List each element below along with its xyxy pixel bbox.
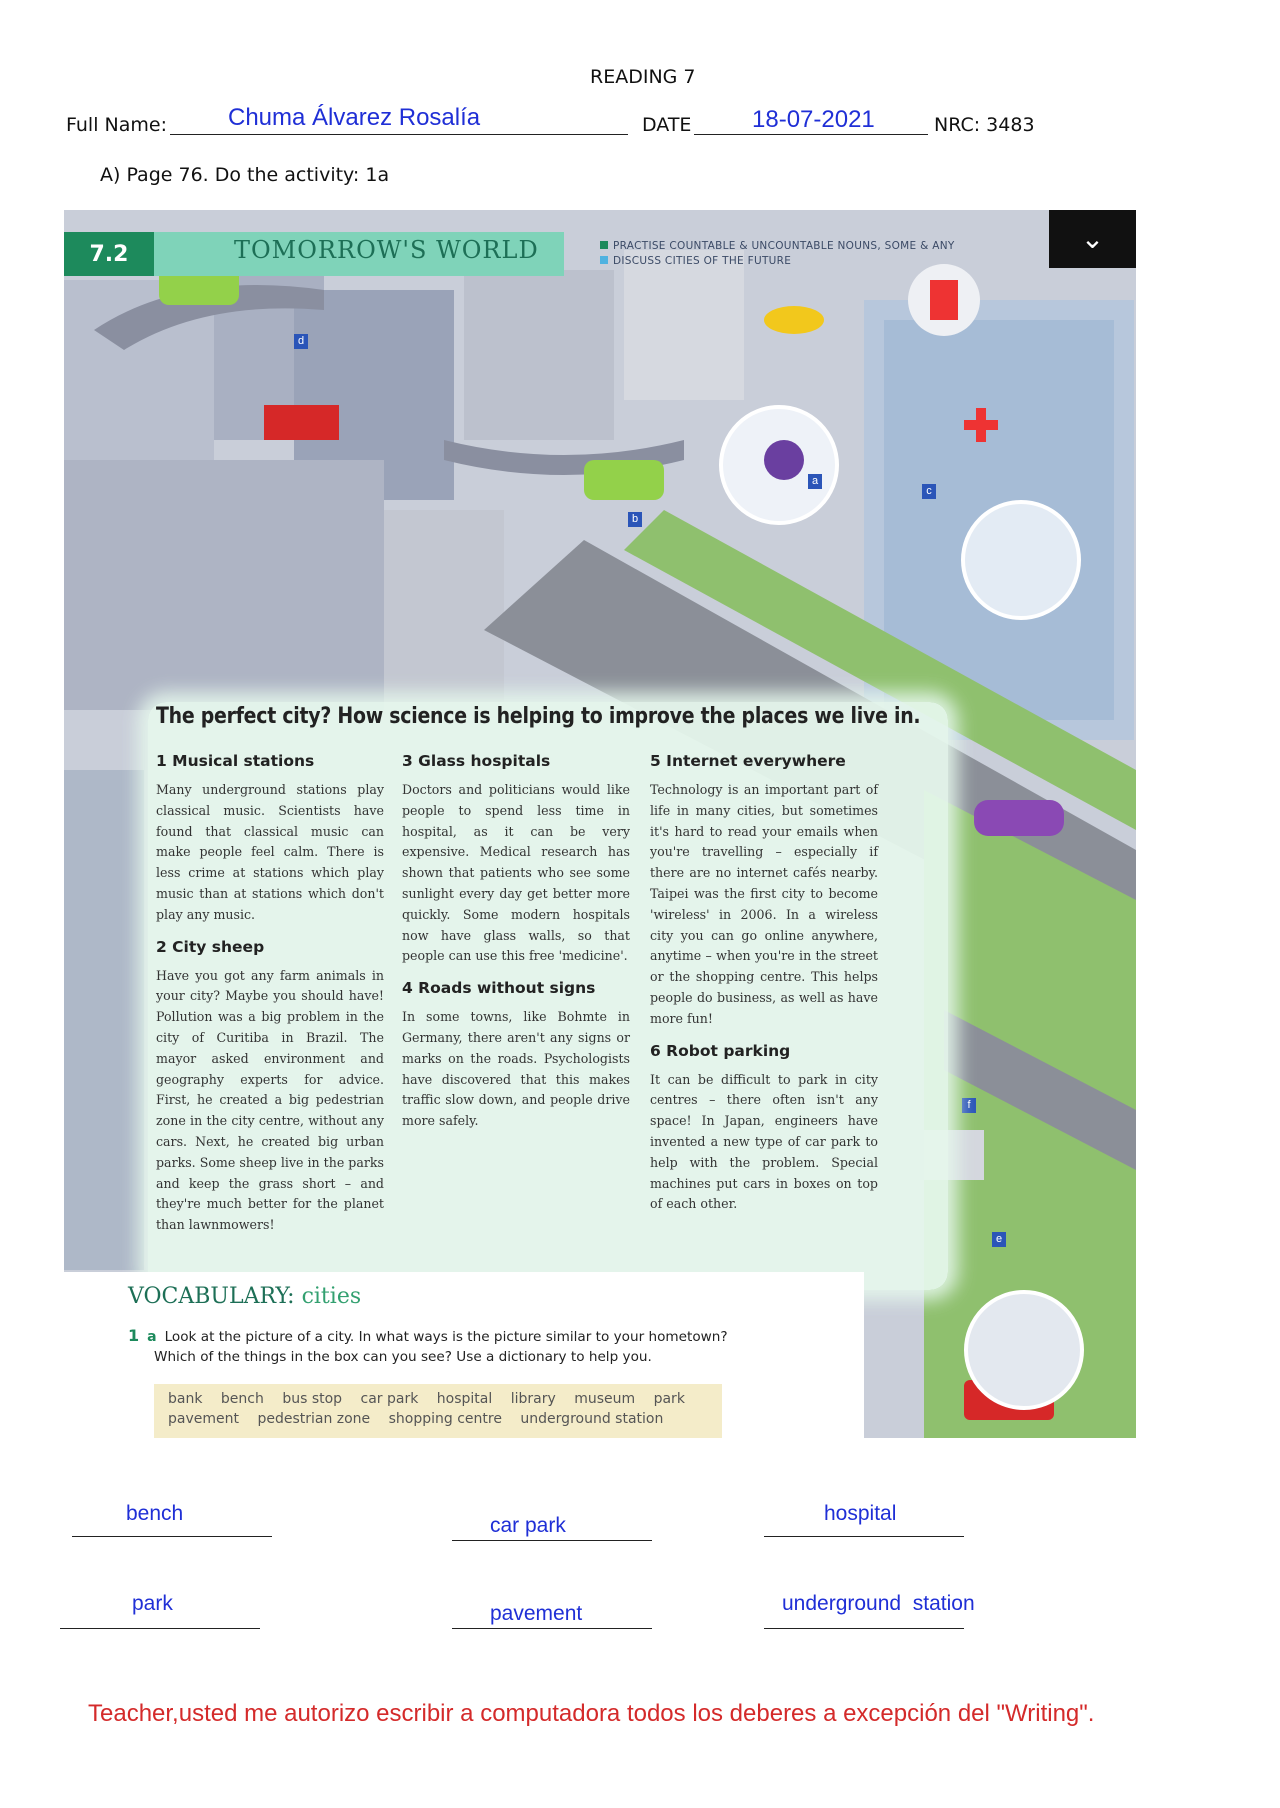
word: hospital — [436, 1391, 493, 1407]
word-box — [154, 1384, 722, 1438]
nrc-label: NRC: 3483 — [934, 114, 1035, 136]
section-text: Many underground stations play classical music. Scientists have found that classical music can make people feel calm. There is less crime at stations which play music than at stations which don't play any music. — [156, 782, 384, 922]
task-line-1: Look at the picture of a city. In what ways is the picture similar to your hometown? — [164, 1329, 728, 1345]
task-line-2: Which of the things in the box can you see? Use a dictionary to help you. — [154, 1349, 652, 1365]
section-text: It can be difficult to park in city centres – there often isn't any space! In Japan, engineers have invented a new type of car park to help with the problem. Special machines put cars in boxes on top of each other. — [650, 1071, 878, 1212]
full-name-label: Full Name: — [66, 114, 167, 136]
date-line — [694, 134, 928, 135]
objective-2: DISCUSS CITIES OF THE FUTURE — [613, 255, 792, 267]
word: car park — [360, 1391, 419, 1407]
worksheet-title: READING 7 — [590, 66, 696, 88]
unit-number: 7.2 — [64, 232, 154, 276]
picture-label-a: a — [808, 474, 822, 489]
vocabulary-title: VOCABULARY: — [128, 1284, 295, 1309]
answer-1[interactable]: bench — [126, 1502, 184, 1525]
vocabulary-topic: cities — [301, 1284, 362, 1309]
section-text: Doctors and politicians would like people to spend less time in hospital, as it can be very expensive. Medical research has shown that patients who see some sunlight every day get better more quickly. Some modern hospitals now have glass walls, so that people can use this free 'medicine'. — [402, 782, 630, 964]
word: underground station — [520, 1411, 664, 1427]
picture-label-b: b — [628, 512, 642, 527]
word: bench — [220, 1391, 264, 1407]
word: museum — [574, 1391, 636, 1407]
picture-label-e: e — [992, 1232, 1006, 1247]
word: bank — [168, 1391, 203, 1407]
word-box-row-2 — [168, 1409, 708, 1429]
word: bus stop — [282, 1391, 343, 1407]
answer-4-line — [60, 1628, 260, 1629]
answer-6-line — [764, 1628, 964, 1629]
vocabulary-task — [128, 1326, 728, 1367]
article-column-2 — [402, 752, 630, 1144]
section-heading: 2 City sheep — [156, 937, 265, 956]
word: park — [653, 1391, 685, 1407]
section-heading: 4 Roads without signs — [402, 979, 596, 998]
objective-2-icon — [600, 256, 608, 264]
section-heading: 3 Glass hospitals — [402, 752, 551, 770]
date-value[interactable]: 18-07-2021 — [752, 106, 875, 133]
picture-label-c: c — [922, 484, 936, 499]
article-column-3 — [650, 752, 878, 1227]
word: pedestrian zone — [257, 1411, 371, 1427]
vocabulary-heading — [128, 1284, 361, 1309]
section-heading: 6 Robot parking — [650, 1041, 791, 1060]
article-column-1 — [156, 752, 384, 1248]
word: shopping centre — [388, 1411, 502, 1427]
answer-3[interactable]: hospital — [824, 1502, 897, 1525]
objective-1-icon — [600, 241, 608, 249]
answer-5[interactable]: pavement — [490, 1602, 583, 1625]
section-heading: 5 Internet everywhere — [650, 752, 846, 770]
unit-title: TOMORROW'S WORLD — [234, 236, 539, 264]
answer-2[interactable]: car park — [490, 1514, 566, 1537]
answer-6[interactable]: underground station — [782, 1592, 975, 1615]
answer-3-line — [764, 1536, 964, 1537]
section-text: Technology is an important part of life in many cities, but sometimes it's hard to read your emails when you're travelling – especially if there are no internet cafés nearby. Taipei was the first city to become 'wireless' in 2006. In a wireless city you can go online anywhere, anytime – when you're in the street or the shopping centre. This helps people do business, as well as have more fun! — [650, 782, 878, 1026]
answer-1-line — [72, 1536, 272, 1537]
picture-label-f: f — [962, 1098, 976, 1113]
word-box-row-1 — [168, 1389, 708, 1409]
article-headline: The perfect city? How science is helping to improve the places we live in. — [156, 704, 921, 729]
footer-note: Teacher,usted me autorizo escribir a computadora todos los deberes a excepción del "Writing". — [88, 1700, 1095, 1727]
section-text: In some towns, like Bohmte in Germany, there aren't any signs or marks on the roads. Psychologists have discovered that this makes traffic slow down, and people drive more safely. — [402, 1009, 630, 1129]
word: library — [510, 1391, 556, 1407]
chevron-down-icon[interactable]: ⌄ — [1049, 210, 1136, 268]
word: pavement — [168, 1411, 239, 1427]
full-name-line — [170, 134, 628, 135]
answer-2-line — [452, 1540, 652, 1541]
textbook-page — [64, 210, 1136, 1438]
picture-label-d: d — [294, 334, 308, 349]
task-number: 1 — [128, 1326, 140, 1345]
task-letter: a — [147, 1329, 157, 1345]
section-text: Have you got any farm animals in your city? Maybe you should have! Pollution was a big problem in the city of Curitiba in Brazil. The mayor asked environment and geography experts for advice. First, he created a big pedestrian zone in the city centre, without any cars. Next, he created big urban parks. Some sheep live in the parks and keep the grass short – and they're much better for the planet than lawnmowers! — [156, 967, 384, 1233]
answer-5-line — [452, 1628, 652, 1629]
objective-1: PRACTISE COUNTABLE & UNCOUNTABLE NOUNS, SOME & ANY — [613, 240, 955, 252]
instruction: A) Page 76. Do the activity: 1a — [100, 164, 390, 186]
section-heading: 1 Musical stations — [156, 752, 315, 770]
date-label: DATE — [642, 114, 692, 136]
unit-objectives — [600, 240, 955, 270]
full-name-value[interactable]: Chuma Álvarez Rosalía — [228, 104, 481, 131]
answer-4[interactable]: park — [132, 1592, 173, 1615]
